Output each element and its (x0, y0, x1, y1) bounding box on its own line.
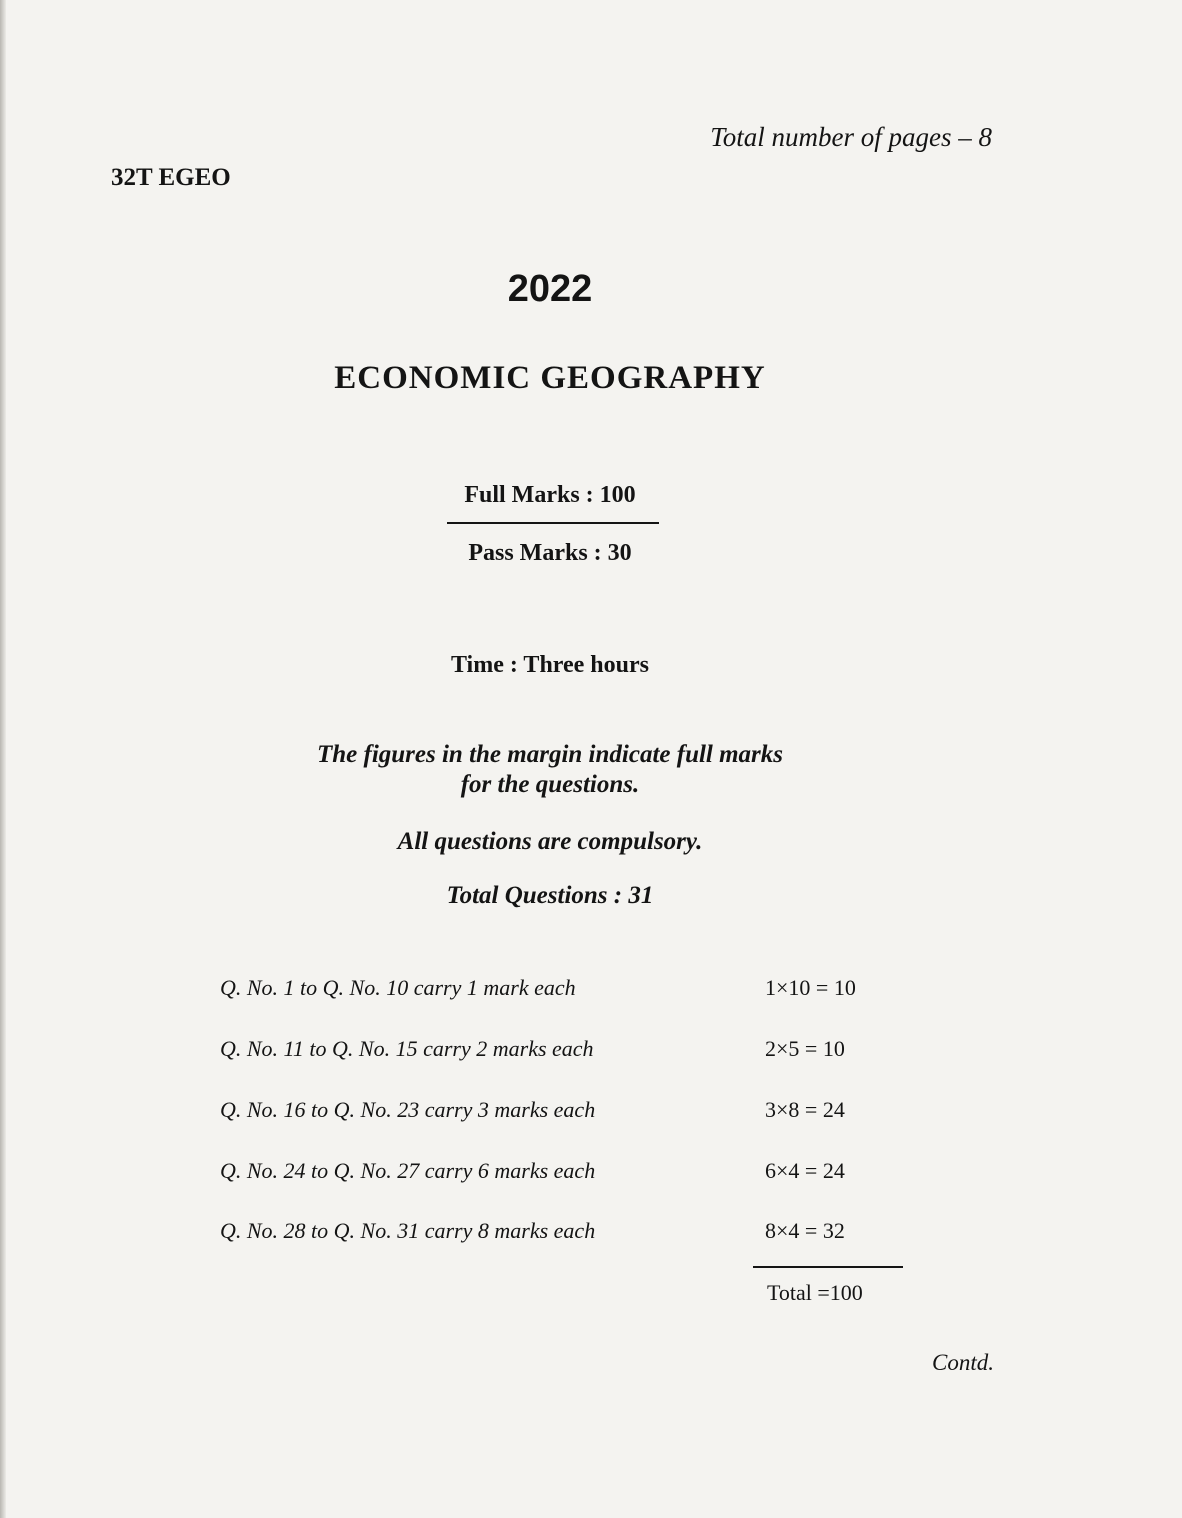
total-marks: Total =100 (767, 1280, 863, 1305)
margin-instruction-line2: for the questions. (460, 771, 640, 798)
distribution-calculation: 8×4 = 32 (765, 1218, 845, 1243)
marks-distribution-row (220, 1036, 900, 1066)
pass-marks: Pass Marks : 30 (468, 540, 632, 566)
total-pages: Total number of pages – 8 (710, 122, 992, 152)
distribution-calculation: 6×4 = 24 (765, 1158, 845, 1183)
full-marks: Full Marks : 100 (464, 482, 636, 508)
marks-distribution-row (220, 1097, 900, 1127)
distribution-description: Q. No. 28 to Q. No. 31 carry 8 marks each (220, 1218, 596, 1243)
marks-distribution-row (220, 975, 900, 1005)
marks-distribution-row (220, 1158, 900, 1188)
compulsory-instruction: All questions are compulsory. (397, 828, 703, 855)
distribution-description: Q. No. 11 to Q. No. 15 carry 2 marks each (220, 1036, 594, 1061)
marks-distribution-row (220, 1218, 900, 1248)
margin-instruction-line1: The figures in the margin indicate full marks (316, 741, 784, 768)
distribution-description: Q. No. 16 to Q. No. 23 carry 3 marks each (220, 1097, 596, 1122)
distribution-calculation: 3×8 = 24 (765, 1097, 845, 1122)
distribution-calculation: 2×5 = 10 (765, 1036, 845, 1061)
continued-label: Contd. (932, 1350, 994, 1375)
subject-title: ECONOMIC GEOGRAPHY (334, 360, 766, 396)
paper-code: 32T EGEO (111, 164, 231, 191)
sum-divider (753, 1266, 903, 1268)
exam-time: Time : Three hours (450, 652, 649, 678)
marks-divider (447, 522, 659, 524)
exam-year: 2022 (507, 268, 593, 310)
distribution-calculation: 1×10 = 10 (765, 975, 856, 1000)
distribution-description: Q. No. 1 to Q. No. 10 carry 1 mark each (220, 975, 576, 1000)
total-questions: Total Questions : 31 (446, 882, 654, 909)
distribution-description: Q. No. 24 to Q. No. 27 carry 6 marks each (220, 1158, 596, 1183)
